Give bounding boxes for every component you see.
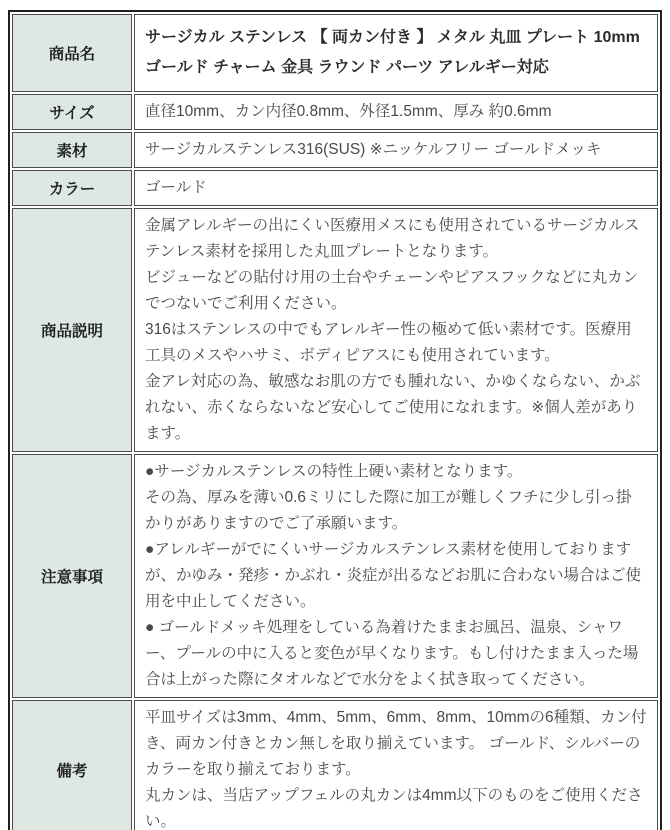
row-label-precautions: 注意事項	[12, 454, 132, 698]
row-label-remarks: 備考	[12, 700, 132, 830]
table-row-description	[12, 208, 658, 452]
remarks-value: 平皿サイズは3mm、4mm、5mm、6mm、8mm、10mmの6種類、カン付き、両カン付きとカン無しを取り揃えています。 ゴールド、シルバーのカラーを取り揃えております。 丸カンは、当店アップフェルの丸カンは4mm以下のものをご使用ください。	[134, 700, 658, 830]
row-label-color: カラー	[12, 170, 132, 206]
product-spec-table	[8, 10, 662, 830]
row-label-size: サイズ	[12, 94, 132, 130]
row-label-product-name: 商品名	[12, 14, 132, 92]
table-row-color	[12, 170, 658, 206]
table-row-material	[12, 132, 658, 168]
table-row-remarks	[12, 700, 658, 830]
material-value: サージカルステンレス316(SUS) ※ニッケルフリー ゴールドメッキ	[134, 132, 658, 168]
row-label-material: 素材	[12, 132, 132, 168]
product-spec-page	[0, 10, 670, 830]
color-value: ゴールド	[134, 170, 658, 206]
row-label-description: 商品説明	[12, 208, 132, 452]
size-value: 直径10mm、カン内径0.8mm、外径1.5mm、厚み 約0.6mm	[134, 94, 658, 130]
table-row-product-name	[12, 14, 658, 92]
description-value: 金属アレルギーの出にくい医療用メスにも使用されているサージカルステンレス素材を採用した丸皿プレートとなります。 ビジューなどの貼付け用の土台やチェーンやピアスフックなどに丸カンでつないでご利用ください。 316はステンレスの中でもアレルギー性の極めて低い素材です。医療用工具のメスやハサミ、ボディピアスにも使用されています。 金アレ対応の為、敏感なお肌の方でも腫れない、かゆくならない、かぶれない、赤くならないなど安心してご使用になれます。※個人差があります。	[134, 208, 658, 452]
precautions-value: ●サージカルステンレスの特性上硬い素材となります。 その為、厚みを薄い0.6ミリにした際に加工が難しくフチに少し引っ掛かりがありますのでご了承願います。 ●アレルギーがでにくいサージカルステンレス素材を使用しておりますが、かゆみ・発疹・かぶれ・炎症が出るなどお肌に合わない場合はご使用を中止してください。 ● ゴールドメッキ処理をしている為着けたままお風呂、温泉、シャワー、プールの中に入ると変色が早くなります。もし付けたまま入った場合は上がった際にタオルなどで水分をよく拭き取ってください。	[134, 454, 658, 698]
table-row-precautions	[12, 454, 658, 698]
product-name-value: サージカル ステンレス 【 両カン付き 】 メタル 丸皿 プレート 10mm ゴールド チャーム 金具 ラウンド パーツ アレルギー対応	[134, 14, 658, 92]
table-row-size	[12, 94, 658, 130]
